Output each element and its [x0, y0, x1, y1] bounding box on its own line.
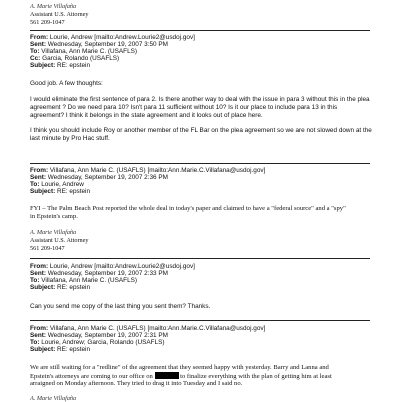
- from-label: From:: [30, 325, 49, 332]
- from-label: From:: [30, 167, 49, 174]
- body-line: FYI – The Palm Beach Post reported the whole deal in today's paper and claimed to have a "federal source" and a "spy": [30, 205, 346, 212]
- body-text: Epstein's attorneys are coming to our office on: [30, 373, 153, 380]
- signature-title: Assistant U.S. Attorney: [30, 11, 89, 18]
- signature-title: Assistant U.S. Attorney: [30, 237, 89, 244]
- subject-value: RE: epstein: [57, 284, 91, 291]
- from-value: Lourie, Andrew [mailto:Andrew.Lourie2@usdoj.gov]: [49, 263, 195, 270]
- subject-label: Subject:: [30, 188, 56, 195]
- email-divider: [30, 163, 370, 164]
- sent-value: Wednesday, September 19, 2007 2:36 PM: [47, 174, 168, 181]
- to-label: To:: [30, 181, 40, 188]
- from-value: Lourie, Andrew [mailto:Andrew.Lourie2@usdoj.gov]: [49, 34, 195, 41]
- sent-label: Sent:: [30, 174, 46, 181]
- signature-name: A. Marie Villafaña: [30, 229, 77, 236]
- from-label: From:: [30, 34, 49, 41]
- sent-value: Wednesday, September 19, 2007 2:33 PM: [47, 270, 168, 277]
- sent-value: Wednesday, September 19, 2007 2:31 PM: [47, 332, 168, 339]
- signature-phone: 561 209-1047: [30, 19, 65, 26]
- subject-value: RE: epstein: [57, 188, 91, 195]
- to-label: To:: [30, 339, 40, 346]
- email-divider: [30, 320, 370, 321]
- cc-label: Cc:: [30, 55, 41, 62]
- body-line: arraigned on Monday afternoon. They tried to drag it into Tuesday and I said no.: [30, 380, 243, 387]
- sent-label: Sent:: [30, 332, 46, 339]
- sent-label: Sent:: [30, 41, 46, 48]
- body-line: Can you send me copy of the last thing you sent them? Thanks.: [30, 303, 211, 310]
- to-value: Villafana, Ann Marie C. (USAFLS): [41, 48, 138, 55]
- signature-name: A. Marie Villafaña: [30, 395, 77, 402]
- to-value: Lourie, Andrew: [41, 181, 84, 188]
- body-text: to finalize everything with the plan of getting him at least: [180, 373, 332, 380]
- sent-label: Sent:: [30, 270, 46, 277]
- email-divider: [30, 30, 370, 31]
- body-line: last minute by Pro Hac stuff.: [30, 135, 110, 142]
- signature-phone: 561 209-1047: [30, 245, 65, 252]
- to-label: To:: [30, 277, 40, 284]
- body-line: I would eliminate the first sentence of para 2. Is there another way to deal with the issue in para 3 without this in the plea: [30, 96, 370, 103]
- body-line: agreement ? Do we need para 10? Isn't para 11 sufficient without 10? Is it our place to include para 13 in this: [30, 104, 338, 111]
- body-line: in Epstein's camp.: [30, 213, 78, 220]
- to-value: Lourie, Andrew; Garcia, Rolando (USAFLS): [41, 339, 165, 346]
- to-value: Villafana, Ann Marie C. (USAFLS): [41, 277, 138, 284]
- email-divider: [30, 258, 370, 259]
- from-label: From:: [30, 263, 49, 270]
- subject-value: RE: epstein: [57, 346, 91, 353]
- from-value: Villafana, Ann Marie C. (USAFLS) [mailto:Ann.Marie.C.Villafana@usdoj.gov]: [49, 167, 266, 174]
- subject-label: Subject:: [30, 346, 56, 353]
- subject-label: Subject:: [30, 62, 56, 69]
- body-line: I think you should include Roy or another member of the FL Bar on the plea agreement so we are not slowed down at the: [30, 127, 372, 134]
- sent-value: Wednesday, September 19, 2007 3:50 PM: [47, 41, 168, 48]
- body-line: agreement? I think it belongs in the state agreement and it looks out of place here.: [30, 112, 263, 119]
- to-label: To:: [30, 48, 40, 55]
- subject-value: RE: epstein: [57, 62, 91, 69]
- subject-label: Subject:: [30, 284, 56, 291]
- cc-value: Garcia, Rolando (USAFLS): [42, 55, 120, 62]
- body-line: Good job. A few thoughts:: [30, 80, 103, 87]
- body-line: We are still waiting for a "redline" of the agreement that they seemed happy with yesterday. Barry and Lanna and: [30, 364, 329, 371]
- from-value: Villafana, Ann Marie C. (USAFLS) [mailto:Ann.Marie.C.Villafana@usdoj.gov]: [49, 325, 266, 332]
- signature-name: A. Marie Villafaña: [30, 3, 77, 10]
- redaction-box: [155, 372, 179, 379]
